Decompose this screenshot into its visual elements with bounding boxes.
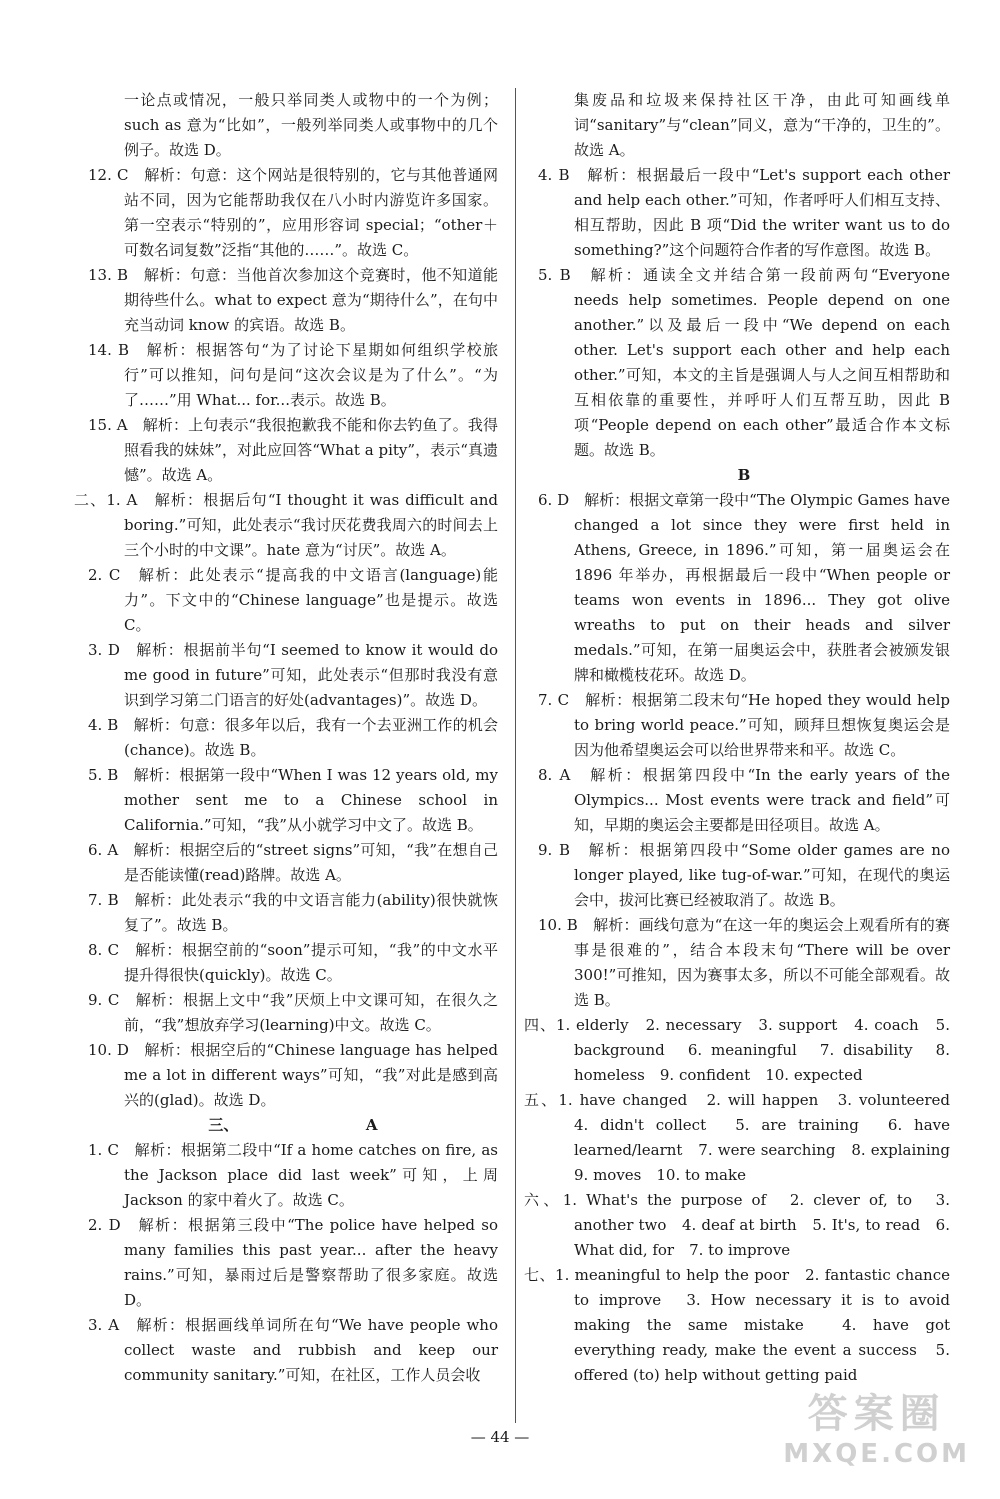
answer-item: 10. D 解析：根据空后的“Chinese language has helped me a lot in different ways”可知，“我”对此是感到高兴的(glad)。故选 D。 bbox=[88, 1041, 498, 1109]
answer-item: 15. A 解析：上句表示“我很抱歉我不能和你去钓鱼了。我得照看我的妹妹”，对此应回答“What a pity”，表示“真遗憾”。故选 A。 bbox=[88, 416, 498, 484]
answer-item: 5. B 解析：根据第一段中“When I was 12 years old, my mother sent me to a Chinese school in California.”可知，“我”从小就学习中文了。故选 B。 bbox=[88, 766, 498, 834]
answer-item: 13. B 解析：句意：当他首次参加这个竞赛时，他不知道能期待些什么。what to expect 意为“期待什么”，在句中充当动词 know 的宾语。故选 B。 bbox=[88, 266, 498, 334]
section-heading: B bbox=[737, 466, 751, 484]
answer-item: 四、1. elderly 2. necessary 3. support 4. coach 5. background 6. meaningful 7. disability 8. homeless 9. confident 10. expected bbox=[524, 1016, 950, 1084]
answer-item: 6. A 解析：根据空后的“street signs”可知，“我”在想自己是否能读懂(read)路牌。故选 A。 bbox=[88, 841, 498, 884]
answer-item: 一论点或情况，一般只举同类人或物中的一个为例；such as 意为“比如”，一般列举同类人或事物中的几个例子。故选 D。 bbox=[124, 91, 498, 159]
answer-item: 4. B 解析：根据最后一段中“Let's support each other and help each other.”可知，作者呼吁人们相互支持、相互帮助，因此 B 项“Did the writer want us to do something?”这个问题符合作者的写作意图。故选 B。 bbox=[538, 166, 950, 259]
page-number: — 44 — bbox=[470, 1428, 530, 1446]
answer-item: 3. D 解析：根据前半句“I seemed to know it would do me good in future”可知，此处表示“但那时我没有意识到学习第二门语言的好处(advantages)”。故选 D。 bbox=[88, 641, 498, 709]
answer-item: 8. A 解析：根据第四段中“In the early years of the Olympics... Most events were track and field”可知，早期的奥运会主要都是田径项目。故选 A。 bbox=[538, 766, 950, 834]
answer-item: 二、1. A 解析：根据后句“I thought it was difficult and boring.”可知，此处表示“我讨厌花费我周六的时间去上三个小时的中文课”。hate 意为“讨厌”。故选 A。 bbox=[74, 491, 498, 559]
answer-item: 9. C 解析：根据上文中“我”厌烦上中文课可知，在很久之前，“我”想放弃学习(learning)中文。故选 C。 bbox=[88, 991, 498, 1034]
answer-item: 5. B 解析：通读全文并结合第一段前两句“Everyone needs help sometimes. People depend on one another.”以及最后一段中“We depend on each other. Let's support each other and help each other.”可知，本文的主旨是强调人与人之间互相帮助和互相依靠的重要性，并呼吁人们互帮互助，因此 B 项“People depend on each other”最适合作本文标题。故选 B。 bbox=[538, 266, 950, 459]
right-column bbox=[524, 88, 966, 1388]
watermark-url: MXQE.COM bbox=[783, 1439, 970, 1469]
answer-item: 12. C 解析：句意：这个网站是很特别的，它与其他普通网站不同，因为它能帮助我仅在八小时内游览许多国家。第一空表示“特别的”，应用形容词 special；“other＋可数名词复数”泛指“其他的……”。故选 C。 bbox=[88, 166, 498, 259]
column-divider bbox=[515, 88, 516, 1423]
watermark-logo bbox=[783, 1382, 970, 1469]
answer-item: 7. C 解析：根据第二段末句“He hoped they would help to bring world peace.”可知，顾拜旦想恢复奥运会是因为他希望奥运会可以给世界带来和平。故选 C。 bbox=[538, 691, 950, 759]
watermark-logo-text: 答案圈 bbox=[807, 1391, 946, 1437]
answer-item: 1. C 解析：根据第二段中“If a home catches on fire, as the Jackson place did last week”可知，上周 Jackson 的家中着火了。故选 C。 bbox=[88, 1141, 498, 1209]
answer-item: 7. B 解析：此处表示“我的中文语言能力(ability)很快就恢复了”。故选 B。 bbox=[88, 891, 498, 934]
answer-item: 集废品和垃圾来保持社区干净，由此可知画线单词“sanitary”与“clean”同义，意为“干净的，卫生的”。故选 A。 bbox=[574, 91, 950, 159]
answer-item: 2. D 解析：根据第三段中“The police have helped so many families this past year... after the heavy rains.”可知，暴雨过后是警察帮助了很多家庭。故选 D。 bbox=[88, 1216, 498, 1309]
answer-item: 9. B 解析：根据第四段中“Some older games are no longer played, like tug-of-war.”可知，在现代的奥运会中，拔河比赛已经被取消了。故选 B。 bbox=[538, 841, 950, 909]
answer-item: 6. D 解析：根据文章第一段中“The Olympic Games have changed a lot since they were first held in Athens, Greece, in 1896.”可知，第一届奥运会在 1896 年举办，再根据最后一段中“When people or teams won events in 1896... They got olive wreaths to put on their heads and silver medals.”可知，在第一届奥运会中，获胜者会被颁发银牌和橄榄枝花环。故选 D。 bbox=[538, 491, 950, 684]
left-column bbox=[74, 88, 498, 1388]
answer-item: 2. C 解析：此处表示“提高我的中文语言(language)能力”。下文中的“Chinese language”也是提示。故选 C。 bbox=[88, 566, 498, 634]
answer-item: 8. C 解析：根据空前的“soon”提示可知，“我”的中文水平提升得很快(quickly)。故选 C。 bbox=[88, 941, 498, 984]
answer-item: 3. A 解析：根据画线单词所在句“We have people who collect waste and rubbish and keep our community sanitary.”可知，在社区，工作人员会收 bbox=[88, 1316, 498, 1384]
answer-item: 五、1. have changed 2. will happen 3. volunteered 4. didn't collect 5. are training 6. have learned/learnt 7. were searching 8. explaining 9. moves 10. to make bbox=[524, 1091, 966, 1184]
answer-item: 4. B 解析：句意：很多年以后，我有一个去亚洲工作的机会(chance)。故选 B。 bbox=[88, 716, 498, 759]
answer-item: 10. B 解析：画线句意为“在这一年的奥运会上观看所有的赛事是很难的”，结合本段末句“There will be over 300!”可推知，因为赛事太多，所以不可能全部观看。故选 B。 bbox=[538, 916, 950, 1009]
section-heading: 三、 A bbox=[208, 1116, 378, 1134]
answer-item: 14. B 解析：根据答句“为了讨论下星期如何组织学校旅行”可以推知，问句是问“这次会议是为了什么”。“为了……”用 What... for...表示。故选 B。 bbox=[88, 341, 498, 409]
answer-item: 六、1. What's the purpose of 2. clever of, to 3. another two 4. deaf at birth 5. It's, to read 6. What did, for 7. to improve bbox=[524, 1191, 950, 1259]
answer-item: 七、1. meaningful to help the poor 2. fantastic chance to improve 3. How necessary it is to avoid making the same mistake 4. have got everything ready, make the event a success 5. offered (to) help without getting paid bbox=[524, 1266, 950, 1384]
